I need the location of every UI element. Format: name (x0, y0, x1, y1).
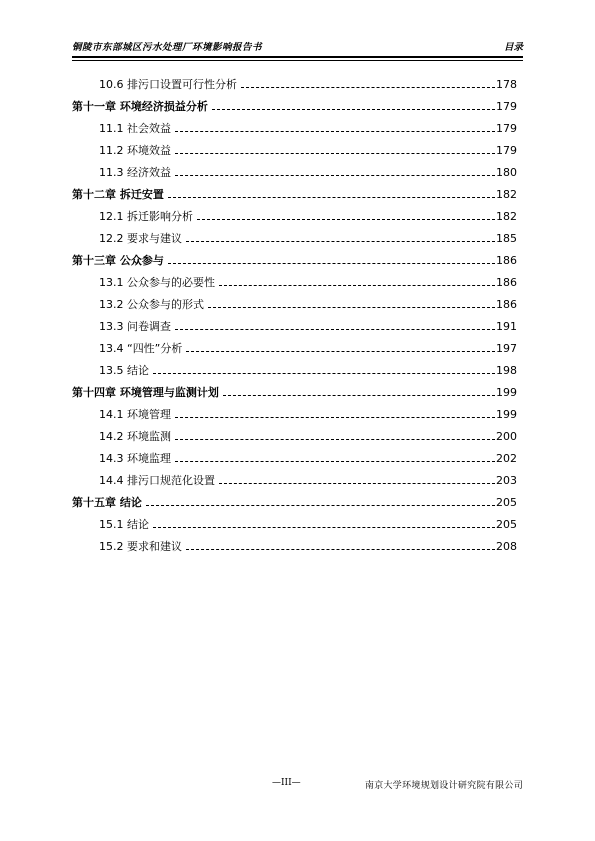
toc-entry-page: 205 (496, 496, 517, 509)
toc-entry-label: 第十一章 环境经济损益分析 (72, 100, 208, 113)
toc-section-entry[interactable] (72, 426, 517, 448)
toc-dot-leader (153, 372, 495, 374)
toc-entry-page: 199 (496, 386, 517, 399)
toc-chapter-entry[interactable] (72, 492, 517, 514)
toc-entry-label: 第十四章 环境管理与监测计划 (72, 386, 219, 399)
toc-entry-label: 12.2 要求与建议 (99, 232, 182, 245)
toc-dot-leader (219, 482, 495, 484)
toc-entry-page: 178 (496, 78, 517, 91)
toc-entry-page: 186 (496, 298, 517, 311)
toc-dot-leader (175, 460, 495, 462)
toc-entry-page: 182 (496, 210, 517, 223)
toc-entry-page: 205 (496, 518, 517, 531)
toc-section-entry[interactable] (72, 206, 517, 228)
toc-entry-label: 12.1 拆迁影响分析 (99, 210, 193, 223)
page-header (72, 37, 523, 53)
toc-chapter-entry[interactable] (72, 250, 517, 272)
toc-dot-leader (212, 108, 495, 110)
page-number: —III— (272, 778, 301, 788)
toc-dot-leader (175, 416, 495, 418)
toc-dot-leader (168, 262, 495, 264)
toc-entry-label: 14.3 环境监理 (99, 452, 171, 465)
toc-dot-leader (223, 394, 495, 396)
toc-section-entry[interactable] (72, 74, 517, 96)
toc-chapter-entry[interactable] (72, 96, 517, 118)
toc-section-entry[interactable] (72, 162, 517, 184)
toc-section-entry[interactable] (72, 294, 517, 316)
toc-entry-label: 第十五章 结论 (72, 496, 142, 509)
toc-entry-label: 13.4 “四性”分析 (99, 342, 183, 355)
toc-dot-leader (168, 196, 495, 198)
toc-entry-page: 197 (496, 342, 517, 355)
toc-section-entry[interactable] (72, 272, 517, 294)
toc-entry-page: 186 (496, 276, 517, 289)
toc-entry-label: 14.1 环境管理 (99, 408, 171, 421)
toc-dot-leader (146, 504, 495, 506)
toc-entry-label: 11.3 经济效益 (99, 166, 171, 179)
toc-entry-page: 203 (496, 474, 517, 487)
toc-section-entry[interactable] (72, 536, 517, 558)
header-rule (72, 56, 523, 61)
toc-entry-page: 191 (496, 320, 517, 333)
toc-section-entry[interactable] (72, 118, 517, 140)
toc-dot-leader (153, 526, 495, 528)
toc-dot-leader (197, 218, 495, 220)
toc-section-entry[interactable] (72, 316, 517, 338)
toc-entry-page: 185 (496, 232, 517, 245)
toc-dot-leader (219, 284, 495, 286)
toc-entry-label: 15.1 结论 (99, 518, 149, 531)
toc-entry-page: 179 (496, 100, 517, 113)
page-footer (72, 778, 523, 794)
toc-chapter-entry[interactable] (72, 184, 517, 206)
toc-section-entry[interactable] (72, 140, 517, 162)
toc-entry-page: 200 (496, 430, 517, 443)
toc-chapter-entry[interactable] (72, 382, 517, 404)
toc-entry-label: 13.1 公众参与的必要性 (99, 276, 215, 289)
toc-entry-page: 202 (496, 452, 517, 465)
toc-dot-leader (175, 328, 495, 330)
toc-entry-label: 15.2 要求和建议 (99, 540, 182, 553)
toc-dot-leader (175, 130, 495, 132)
toc-dot-leader (186, 548, 495, 550)
toc-dot-leader (186, 350, 495, 352)
toc-entry-page: 198 (496, 364, 517, 377)
toc-dot-leader (186, 240, 495, 242)
toc-entry-page: 179 (496, 144, 517, 157)
toc-dot-leader (241, 86, 495, 88)
toc-entry-label: 第十三章 公众参与 (72, 254, 164, 267)
toc-dot-leader (175, 152, 495, 154)
toc-section-entry[interactable] (72, 514, 517, 536)
toc-dot-leader (208, 306, 495, 308)
toc-section-entry[interactable] (72, 470, 517, 492)
toc-entry-label: 11.1 社会效益 (99, 122, 171, 135)
toc-entry-label: 14.2 环境监测 (99, 430, 171, 443)
toc-entry-page: 186 (496, 254, 517, 267)
table-of-contents (72, 74, 517, 558)
toc-entry-page: 179 (496, 122, 517, 135)
organization-name: 南京大学环境规划设计研究院有限公司 (364, 781, 523, 791)
toc-entry-page: 199 (496, 408, 517, 421)
toc-entry-page: 208 (496, 540, 517, 553)
toc-entry-label: 13.2 公众参与的形式 (99, 298, 204, 311)
toc-entry-label: 14.4 排污口规范化设置 (99, 474, 215, 487)
toc-entry-label: 10.6 排污口设置可行性分析 (99, 78, 237, 91)
toc-entry-label: 11.2 环境效益 (99, 144, 171, 157)
toc-section-entry[interactable] (72, 404, 517, 426)
toc-entry-label: 13.5 结论 (99, 364, 149, 377)
toc-section-entry[interactable] (72, 338, 517, 360)
section-title: 目录 (503, 42, 523, 53)
document-title: 铜陵市东部城区污水处理厂环境影响报告书 (72, 42, 263, 53)
toc-entry-label: 第十二章 拆迁安置 (72, 188, 164, 201)
toc-entry-page: 182 (496, 188, 517, 201)
toc-entry-page: 180 (496, 166, 517, 179)
toc-dot-leader (175, 174, 495, 176)
toc-section-entry[interactable] (72, 360, 517, 382)
toc-section-entry[interactable] (72, 448, 517, 470)
toc-section-entry[interactable] (72, 228, 517, 250)
toc-entry-label: 13.3 问卷调查 (99, 320, 171, 333)
toc-dot-leader (175, 438, 495, 440)
